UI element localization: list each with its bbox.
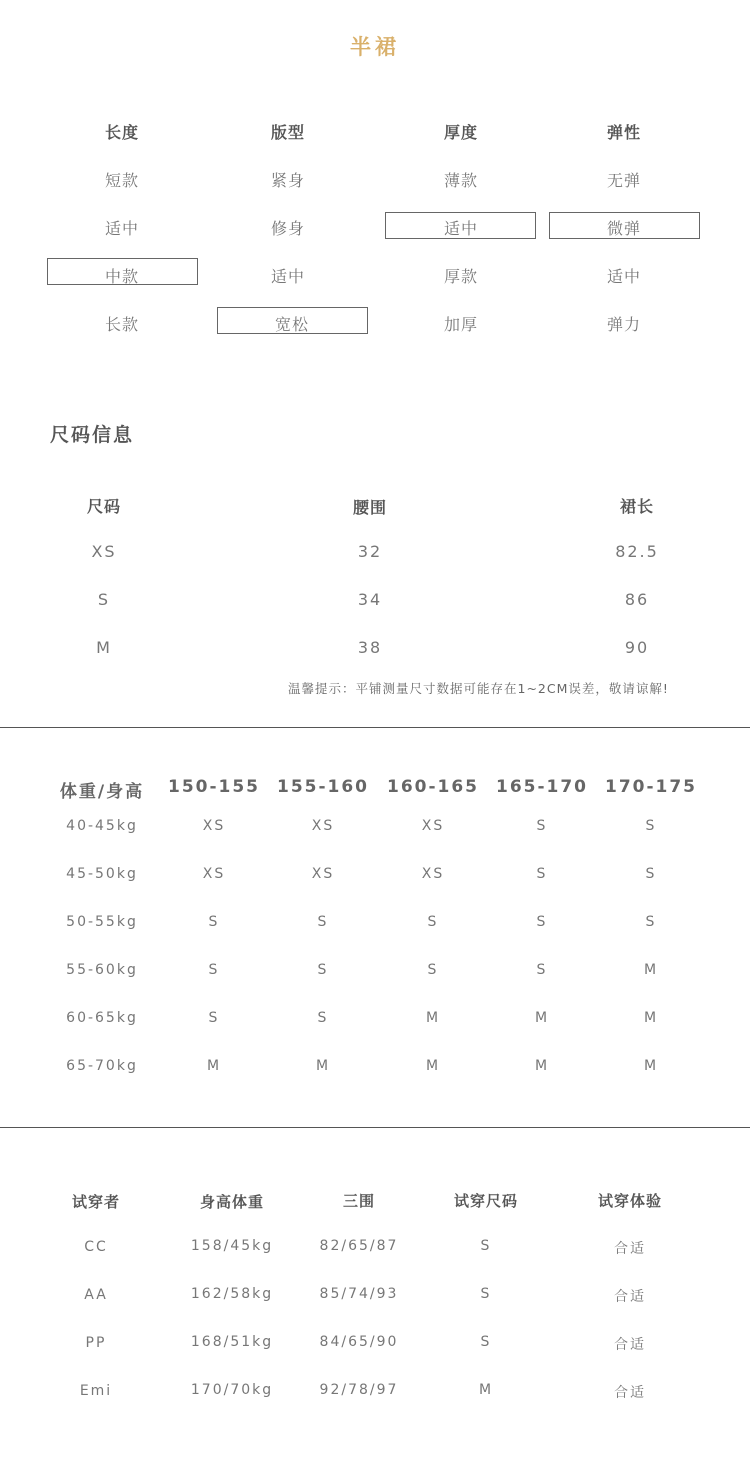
- wh-cell: 45-50kg: [66, 866, 138, 882]
- tryon-cell: 170/70kg: [190, 1382, 274, 1398]
- wh-cell: S: [536, 818, 548, 834]
- wh-cell: S: [317, 1010, 329, 1026]
- wh-header: 体重/身高: [59, 782, 145, 802]
- wh-cell: S: [536, 866, 548, 882]
- attr-option: 短款: [104, 171, 140, 190]
- wh-cell: XS: [311, 818, 335, 834]
- attr-option-selected: 微弹: [606, 219, 642, 238]
- size-cell: 38: [357, 638, 383, 657]
- tryon-cell: 168/51kg: [190, 1334, 274, 1350]
- wh-header: 150-155: [167, 777, 261, 797]
- size-cell: 86: [624, 590, 650, 609]
- attr-header-elasticity: 弹性: [606, 123, 642, 142]
- size-header: 尺码: [86, 497, 122, 516]
- size-cell: S: [97, 590, 111, 609]
- attr-option-selected: 中款: [104, 267, 140, 286]
- wh-cell: XS: [202, 818, 226, 834]
- tryon-header: 三围: [342, 1192, 376, 1210]
- tryon-cell: S: [480, 1334, 492, 1350]
- attr-option: 加厚: [443, 315, 479, 334]
- tryon-cell: 162/58kg: [190, 1286, 274, 1302]
- attr-option: 无弹: [606, 171, 642, 190]
- attr-option: 薄款: [443, 171, 479, 190]
- size-cell: 34: [357, 590, 383, 609]
- tryon-cell: 合适: [614, 1337, 646, 1353]
- attr-header-fit: 版型: [270, 123, 306, 142]
- size-info-title: 尺码信息: [50, 424, 135, 446]
- attr-header-thickness: 厚度: [443, 123, 479, 142]
- attr-option: 修身: [270, 219, 306, 238]
- tryon-cell: 合适: [614, 1241, 646, 1257]
- attr-option: 紧身: [270, 171, 306, 190]
- wh-cell: XS: [311, 866, 335, 882]
- tryon-cell: Emi: [79, 1383, 113, 1399]
- size-cell: 90: [624, 638, 650, 657]
- size-cell: M: [96, 638, 112, 657]
- wh-cell: XS: [421, 818, 445, 834]
- tryon-header: 试穿尺码: [453, 1192, 519, 1210]
- tryon-cell: AA: [84, 1287, 108, 1303]
- wh-cell: M: [534, 1010, 550, 1026]
- wh-cell: M: [643, 962, 659, 978]
- tryon-header: 身高体重: [199, 1193, 265, 1211]
- wh-cell: S: [427, 914, 439, 930]
- wh-cell: M: [206, 1058, 222, 1074]
- size-header: 腰围: [352, 498, 388, 517]
- wh-cell: S: [536, 914, 548, 930]
- wh-cell: 40-45kg: [66, 818, 138, 834]
- size-cell: XS: [91, 542, 117, 561]
- attr-option-selected: 宽松: [274, 315, 310, 334]
- tryon-cell: 82/65/87: [319, 1238, 399, 1254]
- wh-cell: M: [643, 1058, 659, 1074]
- wh-cell: 50-55kg: [66, 914, 138, 930]
- wh-cell: M: [425, 1058, 441, 1074]
- wh-header: 155-160: [276, 777, 370, 797]
- wh-cell: M: [315, 1058, 331, 1074]
- tryon-cell: CC: [84, 1239, 108, 1255]
- wh-cell: S: [208, 962, 220, 978]
- wh-cell: M: [425, 1010, 441, 1026]
- page-title: 半裙: [350, 35, 400, 59]
- attr-option: 长款: [104, 315, 140, 334]
- wh-header: 165-170: [495, 777, 589, 797]
- divider: [0, 727, 750, 728]
- size-cell: 82.5: [615, 542, 659, 561]
- wh-cell: 55-60kg: [66, 962, 138, 978]
- divider: [0, 1127, 750, 1128]
- wh-cell: S: [645, 818, 657, 834]
- tryon-cell: S: [480, 1286, 492, 1302]
- attr-option: 弹力: [606, 315, 642, 334]
- wh-cell: S: [208, 914, 220, 930]
- wh-cell: M: [643, 1010, 659, 1026]
- size-cell: 32: [357, 542, 383, 561]
- wh-cell: S: [317, 962, 329, 978]
- tryon-cell: 158/45kg: [190, 1238, 274, 1254]
- tryon-cell: S: [480, 1238, 492, 1254]
- wh-cell: 65-70kg: [66, 1058, 138, 1074]
- wh-cell: XS: [421, 866, 445, 882]
- wh-cell: S: [317, 914, 329, 930]
- wh-cell: S: [427, 962, 439, 978]
- wh-cell: XS: [202, 866, 226, 882]
- tryon-header: 试穿者: [71, 1193, 121, 1211]
- wh-cell: M: [534, 1058, 550, 1074]
- tryon-cell: 合适: [614, 1385, 646, 1401]
- attr-option: 适中: [104, 219, 140, 238]
- tryon-header: 试穿体验: [597, 1192, 663, 1210]
- tryon-cell: PP: [85, 1335, 107, 1351]
- attr-option: 厚款: [443, 267, 479, 286]
- wh-header: 160-165: [386, 777, 480, 797]
- wh-header: 170-175: [604, 777, 698, 797]
- wh-cell: S: [645, 914, 657, 930]
- tryon-cell: 84/65/90: [319, 1334, 399, 1350]
- tryon-cell: 92/78/97: [319, 1382, 399, 1398]
- wh-cell: S: [208, 1010, 220, 1026]
- tryon-cell: 合适: [614, 1289, 646, 1305]
- attr-option: 适中: [270, 267, 306, 286]
- attr-option-selected: 适中: [443, 219, 479, 238]
- size-header: 裙长: [619, 497, 655, 516]
- wh-cell: 60-65kg: [66, 1010, 138, 1026]
- wh-cell: S: [645, 866, 657, 882]
- attr-header-length: 长度: [104, 123, 140, 142]
- tryon-cell: M: [478, 1382, 494, 1398]
- wh-cell: S: [536, 962, 548, 978]
- attr-option: 适中: [606, 267, 642, 286]
- tryon-cell: 85/74/93: [319, 1286, 399, 1302]
- measurement-note: 温馨提示：平铺测量尺寸数据可能存在1~2CM误差，敬请谅解!: [288, 681, 669, 696]
